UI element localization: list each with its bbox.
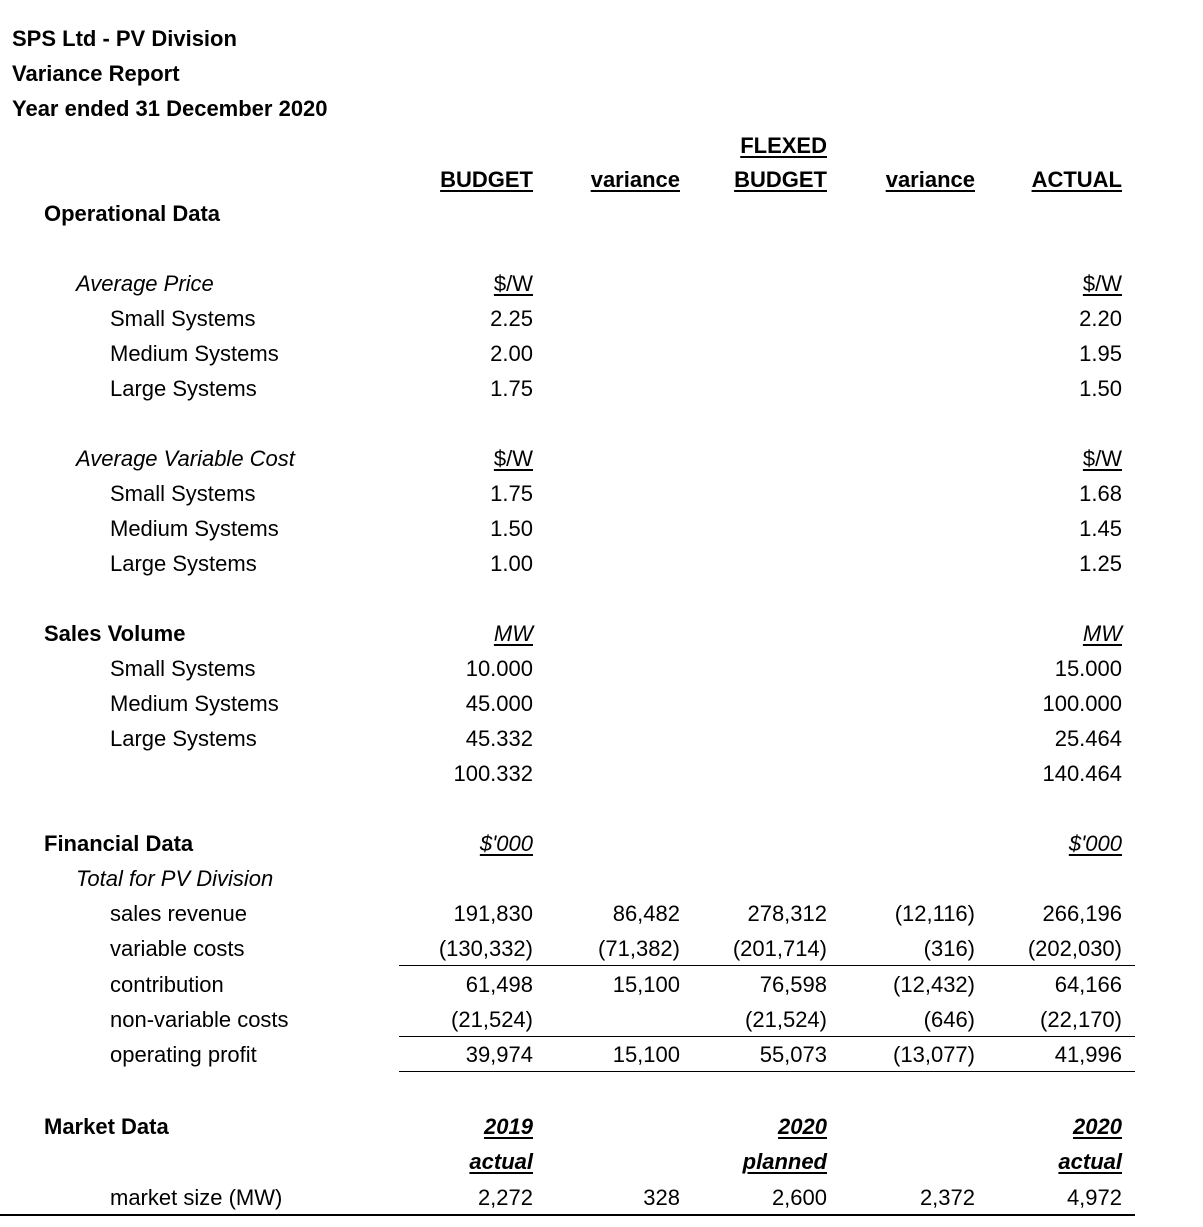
cell-variance-2: (12,432): [893, 972, 975, 997]
cell-actual: 2.20: [1079, 306, 1122, 331]
cell-flexed: 55,073: [759, 1042, 827, 1067]
subsection-average-price: Average Price: [76, 271, 214, 296]
row-label: Medium Systems: [110, 691, 279, 716]
subtotal-rule: [399, 965, 1135, 966]
cell-flexed: 76,598: [759, 972, 827, 997]
bottom-rule: [0, 1214, 1135, 1216]
col-header-flexed-top: FLEXED: [740, 133, 827, 158]
cell-flexed: (201,714): [732, 936, 827, 961]
col-header-variance-2: variance: [885, 167, 975, 192]
cell-variance-2: (12,116): [894, 901, 975, 926]
market-col-header-top: 2020: [1073, 1114, 1122, 1139]
col-header-budget: BUDGET: [440, 167, 533, 192]
cell-budget: 45.000: [465, 691, 533, 716]
cell-variance-1: 328: [643, 1185, 680, 1210]
cell-budget: (21,524): [451, 1007, 533, 1032]
cell-actual: 41,996: [1054, 1042, 1122, 1067]
cell-budget: 39,974: [465, 1042, 533, 1067]
row-label: Medium Systems: [110, 516, 279, 541]
market-col-header-top: 2020: [778, 1114, 827, 1139]
cell-budget: 45.332: [465, 726, 533, 751]
subsection-total-pv-division: Total for PV Division: [76, 866, 274, 891]
row-label: contribution: [110, 972, 224, 997]
cell-actual: 64,166: [1054, 972, 1122, 997]
cell-variance-1: 86,482: [612, 901, 680, 926]
subtotal-rule: [399, 1036, 1135, 1037]
unit-label: MW: [493, 621, 533, 646]
section-heading-market: Market Data: [44, 1114, 169, 1139]
row-label: Medium Systems: [110, 341, 279, 366]
cell-variance-1: (71,382): [598, 936, 680, 961]
cell-actual: 4,972: [1066, 1185, 1122, 1210]
cell-flexed: 2,600: [771, 1185, 827, 1210]
section-heading-sales-volume: Sales Volume: [44, 621, 186, 646]
unit-label: $/W: [493, 446, 533, 471]
cell-actual: 25.464: [1054, 726, 1122, 751]
unit-label: MW: [1082, 621, 1122, 646]
market-col-header-bottom: actual: [469, 1149, 533, 1174]
market-col-header-bottom: planned: [742, 1149, 827, 1174]
section-heading-operational: Operational Data: [44, 201, 221, 226]
row-label: variable costs: [110, 936, 245, 961]
row-label: Large Systems: [110, 726, 257, 751]
col-header-actual: ACTUAL: [1031, 167, 1122, 192]
unit-label: $'000: [479, 831, 533, 856]
cell-variance-2: (646): [923, 1007, 975, 1032]
cell-actual: 15.000: [1054, 656, 1122, 681]
total-budget: 100.332: [453, 761, 533, 786]
unit-label: $'000: [1068, 831, 1122, 856]
cell-actual: 1.25: [1079, 551, 1122, 576]
cell-actual: 1.68: [1079, 481, 1122, 506]
cell-variance-2: (13,077): [893, 1042, 975, 1067]
cell-variance-1: 15,100: [612, 972, 680, 997]
cell-variance-2: 2,372: [919, 1185, 975, 1210]
total-rule: [399, 1071, 1135, 1072]
cell-budget: 10.000: [465, 656, 533, 681]
cell-budget: 1.75: [490, 376, 533, 401]
section-heading-financial: Financial Data: [44, 831, 194, 856]
cell-actual: (22,170): [1040, 1007, 1122, 1032]
market-col-header-top: 2019: [484, 1114, 533, 1139]
row-label: sales revenue: [110, 901, 247, 926]
cell-actual: (202,030): [1027, 936, 1122, 961]
total-actual: 140.464: [1042, 761, 1122, 786]
cell-actual: 1.45: [1079, 516, 1122, 541]
cell-budget: 2,272: [477, 1185, 533, 1210]
cell-budget: 2.00: [490, 341, 533, 366]
cell-budget: 1.50: [490, 516, 533, 541]
cell-budget: 1.00: [490, 551, 533, 576]
cell-budget: (130,332): [438, 936, 533, 961]
cell-budget: 1.75: [490, 481, 533, 506]
cell-actual: 1.50: [1079, 376, 1122, 401]
cell-flexed: 278,312: [747, 901, 827, 926]
report-subtitle: Variance Report: [12, 61, 180, 86]
row-label: Small Systems: [110, 481, 256, 506]
unit-label: $/W: [1082, 446, 1122, 471]
col-header-flexed-bottom: BUDGET: [734, 167, 827, 192]
report-title: SPS Ltd - PV Division: [12, 26, 237, 51]
row-label: Large Systems: [110, 551, 257, 576]
col-header-variance-1: variance: [590, 167, 680, 192]
report-period: Year ended 31 December 2020: [12, 96, 328, 121]
cell-flexed: (21,524): [745, 1007, 827, 1032]
row-label: Large Systems: [110, 376, 257, 401]
row-label: operating profit: [110, 1042, 257, 1067]
row-label: Small Systems: [110, 306, 256, 331]
cell-budget: 2.25: [490, 306, 533, 331]
market-col-header-bottom: actual: [1058, 1149, 1122, 1174]
cell-budget: 61,498: [465, 972, 533, 997]
row-label: market size (MW): [110, 1185, 283, 1210]
unit-label: $/W: [1082, 271, 1122, 296]
cell-actual: 266,196: [1042, 901, 1122, 926]
row-label: Small Systems: [110, 656, 256, 681]
cell-budget: 191,830: [453, 901, 533, 926]
cell-variance-2: (316): [923, 936, 975, 961]
unit-label: $/W: [493, 271, 533, 296]
row-label: non-variable costs: [110, 1007, 289, 1032]
cell-actual: 1.95: [1079, 341, 1122, 366]
cell-variance-1: 15,100: [612, 1042, 680, 1067]
cell-actual: 100.000: [1042, 691, 1122, 716]
subsection-average-variable-cost: Average Variable Cost: [76, 446, 295, 471]
